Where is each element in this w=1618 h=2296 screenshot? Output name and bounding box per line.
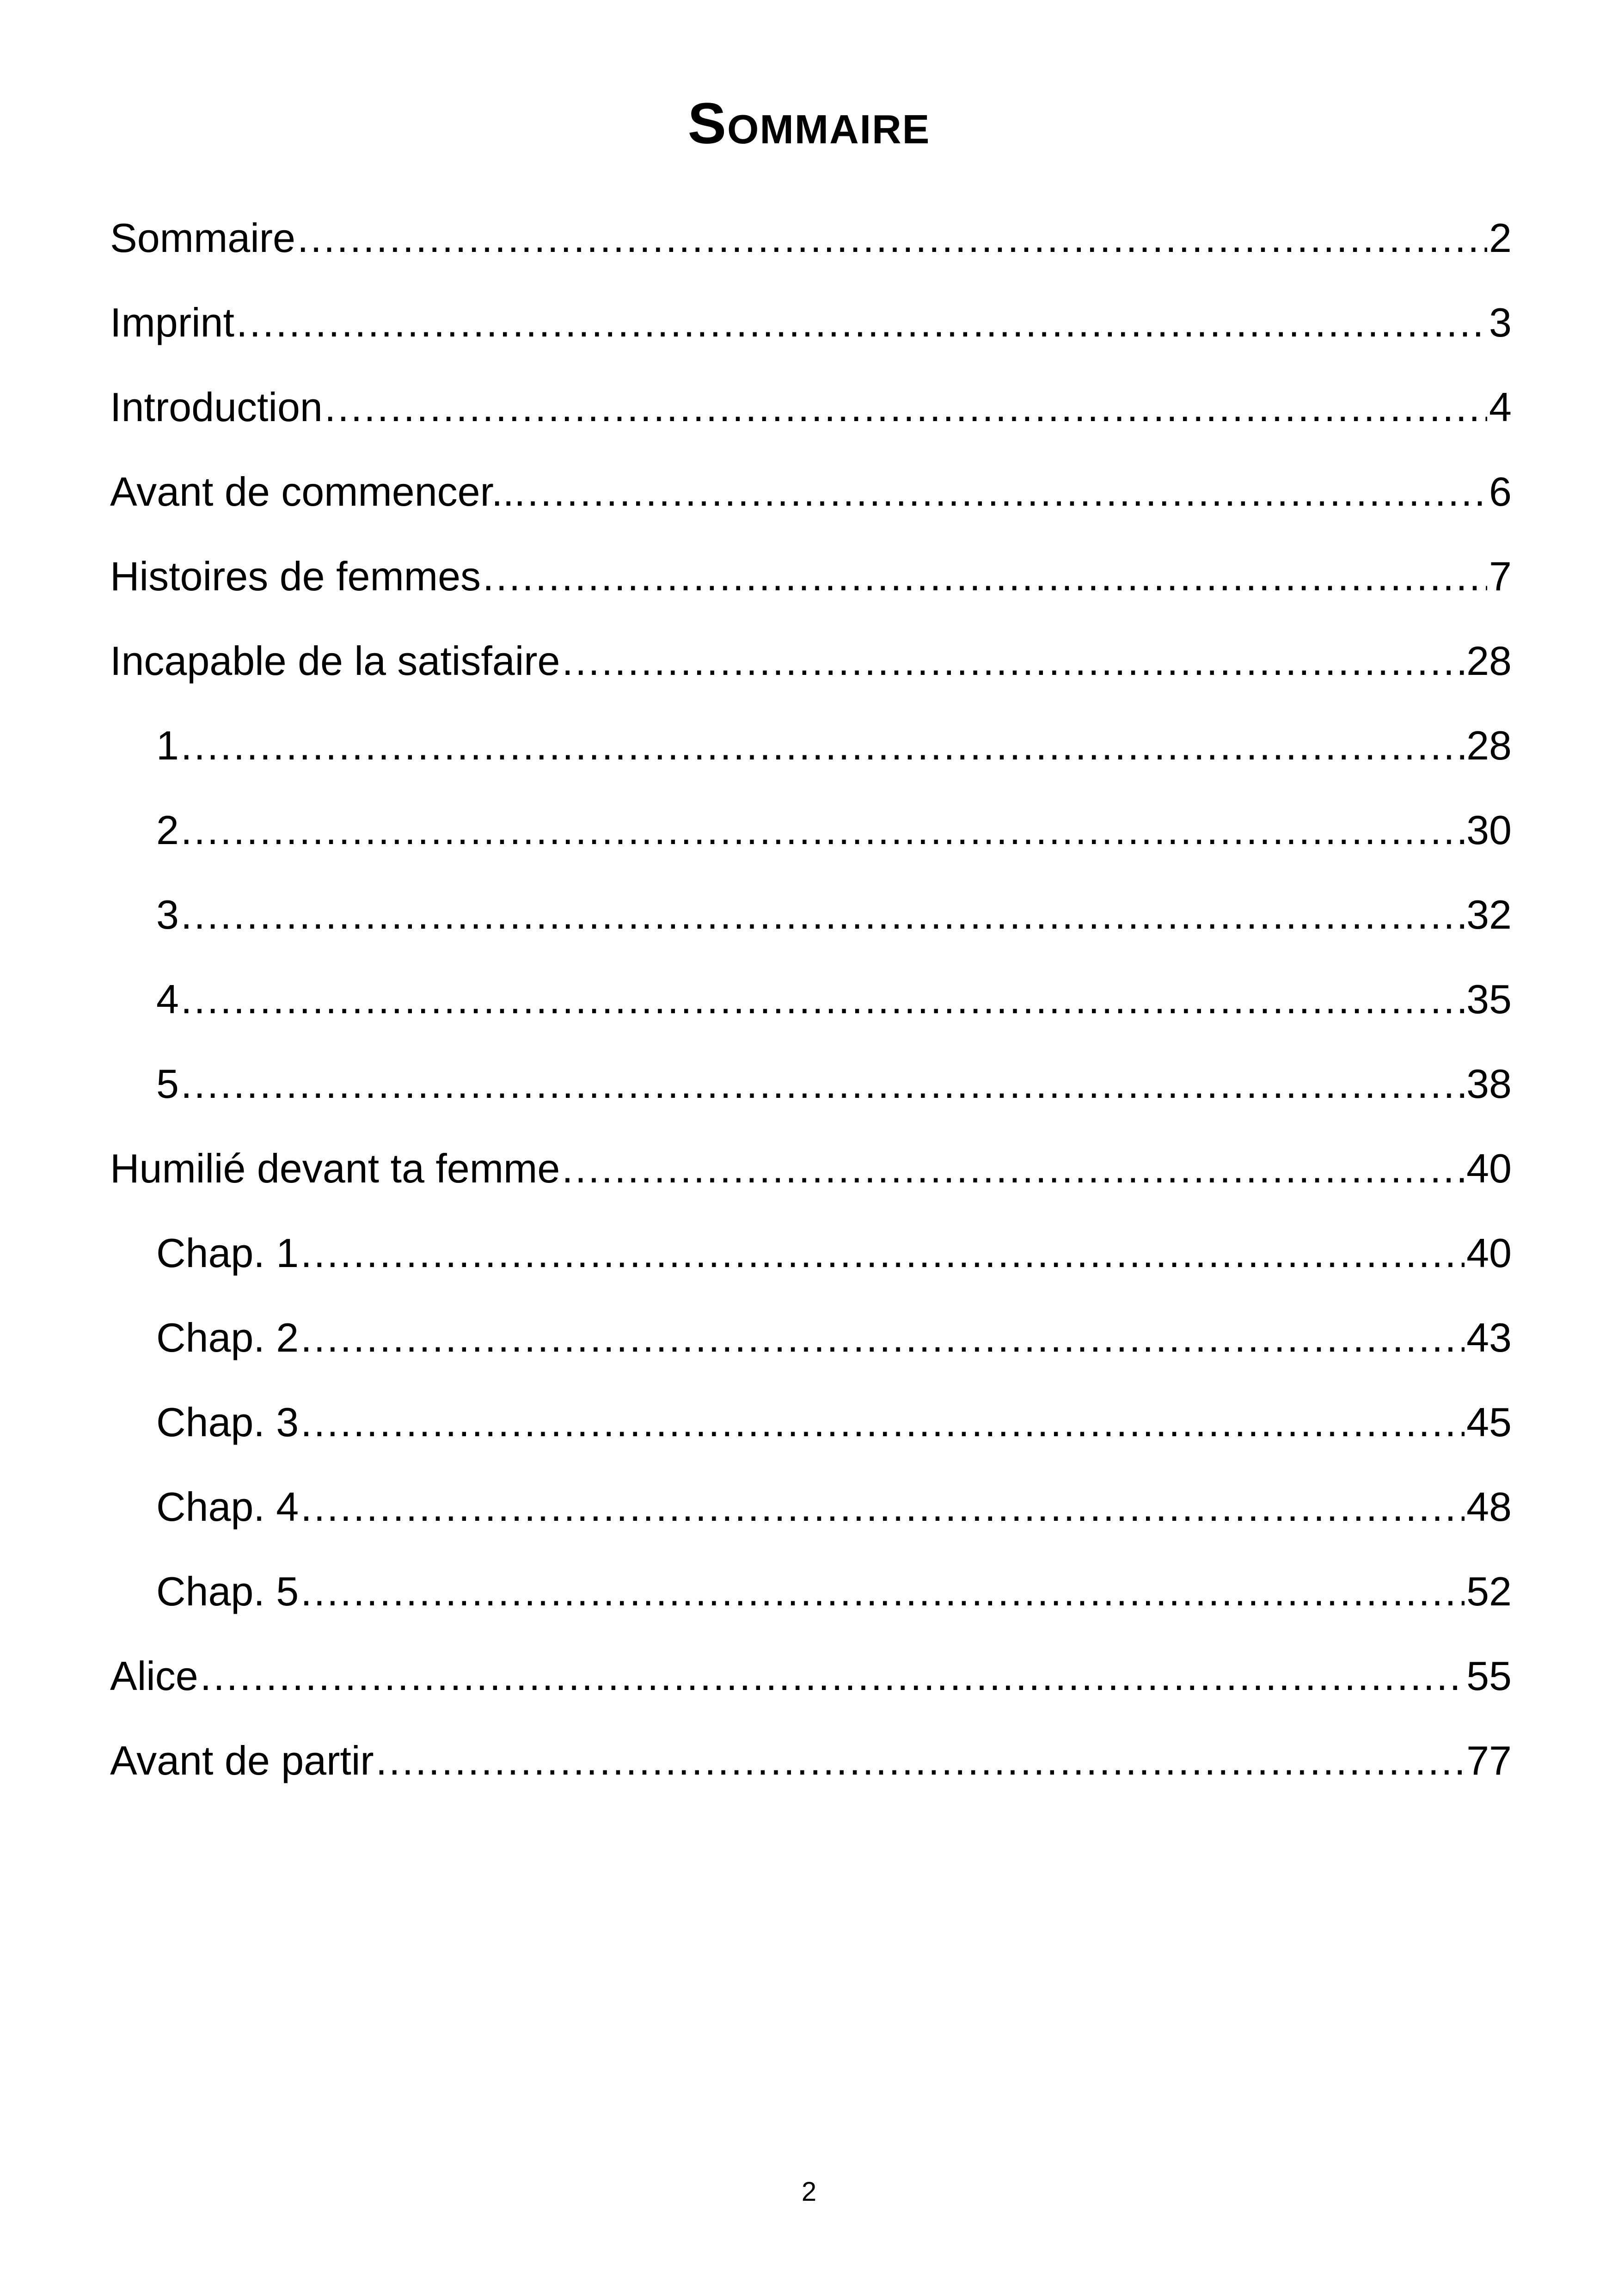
toc-entry-label: Incapable de la satisfaire	[110, 637, 560, 684]
toc-entry-label: Sommaire	[110, 214, 295, 261]
toc-entry-label: Imprint	[110, 299, 234, 345]
toc-entry-page: 35	[1466, 976, 1512, 1022]
toc-entry-label: Chap. 3	[156, 1399, 299, 1445]
toc-subentry[interactable]	[110, 1464, 1512, 1549]
toc-entry-label: Avant de partir	[110, 1737, 374, 1783]
toc-entry-page: 30	[1466, 807, 1512, 853]
toc-entry[interactable]	[110, 280, 1512, 365]
toc-entry-page: 40	[1466, 1230, 1512, 1276]
dot-leader	[236, 297, 1487, 348]
toc-entry-label: Avant de commencer...	[110, 468, 526, 514]
toc-entry-label: 3	[156, 891, 179, 937]
toc-subentry[interactable]	[110, 1380, 1512, 1464]
toc-entry-page: 77	[1466, 1737, 1512, 1783]
dot-leader	[562, 636, 1465, 686]
toc-entry[interactable]	[110, 1634, 1512, 1718]
toc-subentry[interactable]	[110, 1549, 1512, 1634]
toc-entry-page: 6	[1489, 468, 1512, 514]
toc-entry-label: Chap. 5	[156, 1568, 299, 1614]
toc-entry-label: 4	[156, 976, 179, 1022]
dot-leader	[300, 1482, 1465, 1532]
toc-subentry[interactable]	[110, 872, 1512, 957]
toc-entry-label: Chap. 1	[156, 1230, 299, 1276]
toc-entry-page: 43	[1466, 1314, 1512, 1360]
toc-subentry[interactable]	[110, 788, 1512, 872]
toc-entry[interactable]	[110, 1126, 1512, 1211]
dot-leader	[562, 1143, 1465, 1194]
toc-subentry[interactable]	[110, 957, 1512, 1041]
toc-entry-page: 4	[1489, 384, 1512, 430]
toc-entry[interactable]	[110, 1718, 1512, 1803]
toc-subentry[interactable]	[110, 703, 1512, 788]
table-of-contents	[110, 196, 1512, 1803]
toc-entry-label: Chap. 4	[156, 1483, 299, 1530]
dot-leader	[297, 213, 1487, 263]
toc-entry-page: 32	[1466, 891, 1512, 937]
toc-entry-page: 52	[1466, 1568, 1512, 1614]
toc-entry-label: Humilié devant ta femme	[110, 1145, 560, 1191]
toc-subentry[interactable]	[110, 1211, 1512, 1295]
dot-leader	[300, 1566, 1465, 1617]
toc-entry[interactable]	[110, 449, 1512, 534]
toc-entry-label: 2	[156, 807, 179, 853]
toc-subentry[interactable]	[110, 1295, 1512, 1380]
dot-leader	[527, 466, 1487, 517]
toc-entry-page: 40	[1466, 1145, 1512, 1191]
dot-leader	[181, 1059, 1465, 1109]
toc-entry-page: 2	[1489, 214, 1512, 261]
toc-entry-page: 28	[1466, 722, 1512, 768]
toc-entry-page: 45	[1466, 1399, 1512, 1445]
dot-leader	[181, 720, 1465, 771]
toc-entry-label: 1	[156, 722, 179, 768]
dot-leader	[181, 889, 1465, 940]
toc-entry[interactable]	[110, 618, 1512, 703]
toc-entry-page: 7	[1489, 553, 1512, 599]
toc-entry-page: 28	[1466, 637, 1512, 684]
toc-entry-label: Histoires de femmes	[110, 553, 481, 599]
page-title: Sommaire	[687, 92, 931, 156]
dot-leader	[181, 805, 1465, 856]
dot-leader	[200, 1651, 1465, 1702]
toc-entry-page: 55	[1466, 1653, 1512, 1699]
dot-leader	[300, 1397, 1465, 1448]
toc-entry-label: Introduction	[110, 384, 323, 430]
toc-entry-page: 38	[1466, 1060, 1512, 1107]
dot-leader	[376, 1735, 1465, 1786]
toc-entry-label: 5	[156, 1060, 179, 1107]
dot-leader	[181, 974, 1465, 1025]
toc-entry-page: 48	[1466, 1483, 1512, 1530]
toc-entry[interactable]	[110, 196, 1512, 280]
dot-leader	[300, 1228, 1465, 1279]
dot-leader	[325, 382, 1487, 433]
toc-entry-label: Chap. 2	[156, 1314, 299, 1360]
toc-entry[interactable]	[110, 534, 1512, 618]
toc-subentry[interactable]	[110, 1041, 1512, 1126]
dot-leader	[300, 1312, 1465, 1363]
toc-entry-label: Alice	[110, 1653, 198, 1699]
dot-leader	[483, 551, 1487, 602]
toc-entry[interactable]	[110, 365, 1512, 449]
toc-entry-page: 3	[1489, 299, 1512, 345]
page-number: 2	[801, 2177, 817, 2207]
